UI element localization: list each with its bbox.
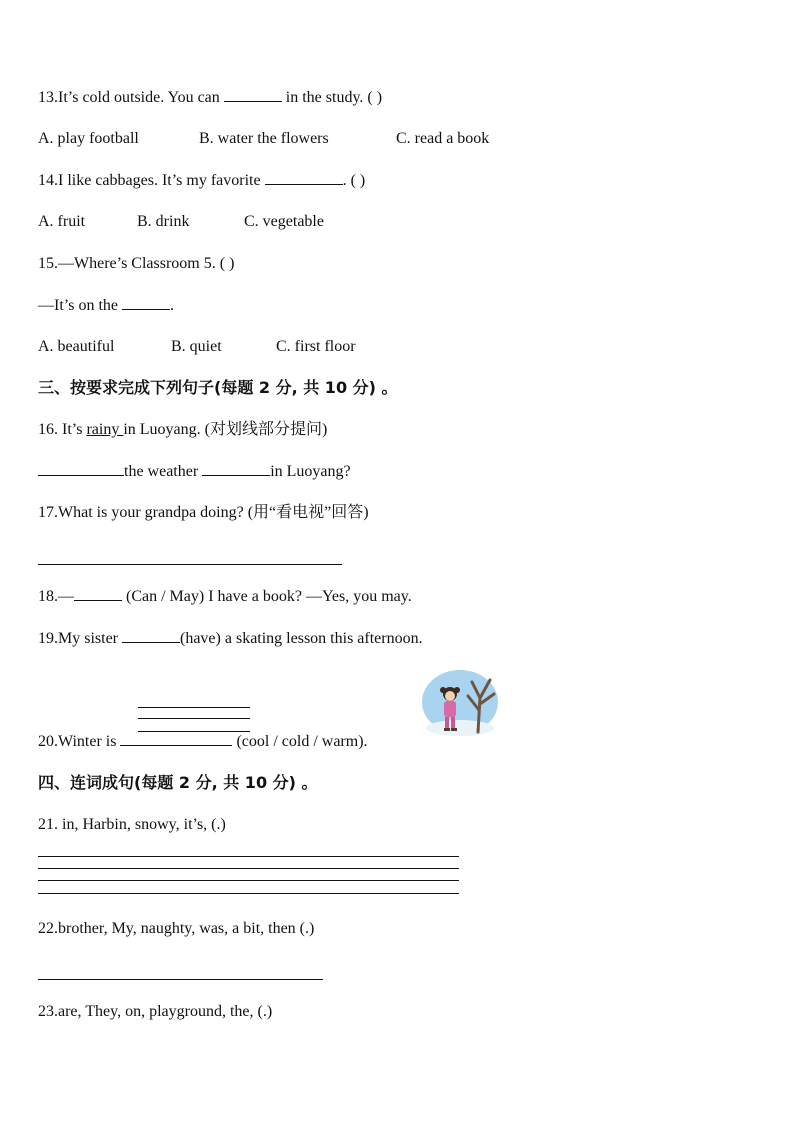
option-b: B. water the flowers: [199, 130, 329, 147]
question-16-answer-a: the weather: [124, 463, 203, 480]
answer-line[interactable]: [38, 979, 323, 980]
question-18-text-b: (Can / May) I have a book? —Yes, you may.: [122, 588, 412, 605]
answer-line[interactable]: [38, 868, 459, 869]
option-b: B. drink: [137, 213, 190, 230]
question-15-options: [38, 337, 356, 357]
question-17: 17.What is your grandpa doing? (用“看电视”回答): [38, 504, 369, 521]
question-23: 23.are, They, on, playground, the, (.): [38, 1003, 273, 1020]
question-19: [38, 628, 423, 649]
question-19-text-b: (have) a skating lesson this afternoon.: [180, 630, 423, 647]
question-13-options: [38, 129, 489, 149]
option-a: A. beautiful: [38, 338, 115, 355]
question-13-text-a: 13.It’s cold outside. You can: [38, 89, 224, 106]
answer-line[interactable]: [138, 707, 250, 708]
answer-blank[interactable]: [122, 628, 180, 643]
question-15-line-2: [38, 295, 174, 316]
question-20: [38, 731, 368, 752]
answer-line[interactable]: [138, 718, 250, 719]
question-14: [38, 170, 365, 191]
question-19-text-a: 19.My sister: [38, 630, 122, 647]
option-c: C. vegetable: [244, 213, 324, 230]
option-a: A. play football: [38, 130, 139, 147]
underlined-word: rainy: [86, 421, 124, 438]
option-a: A. fruit: [38, 213, 86, 230]
answer-line[interactable]: [38, 893, 459, 894]
answer-line[interactable]: [38, 880, 459, 881]
question-16-prefix: 16. It’s: [38, 421, 87, 438]
question-15-text-b: .: [170, 297, 174, 314]
section-4-heading: 四、连词成句(每题 2 分, 共 10 分) 。: [38, 773, 318, 792]
answer-blank[interactable]: [120, 731, 232, 746]
question-20-text-a: 20.Winter is: [38, 733, 121, 750]
answer-line[interactable]: [38, 564, 342, 565]
question-14-text-b: . ( ): [342, 172, 366, 189]
option-c: C. read a book: [396, 130, 490, 147]
girl-under-winter-tree-illustration: [420, 668, 500, 740]
answer-blank[interactable]: [202, 461, 270, 476]
question-16-suffix: in Luoyang. (对划线部分提问): [123, 421, 328, 438]
answer-line[interactable]: [38, 856, 459, 857]
question-21: 21. in, Harbin, snowy, it’s, (.): [38, 816, 226, 833]
question-16: [38, 420, 327, 440]
question-14-text-a: 14.I like cabbages. It’s my favorite: [38, 172, 265, 189]
option-c: C. first floor: [276, 338, 356, 355]
question-16-answer-b: in Luoyang?: [270, 463, 351, 480]
answer-blank[interactable]: [224, 87, 282, 102]
answer-blank[interactable]: [74, 586, 122, 601]
question-13-text-b: in the study. ( ): [281, 89, 383, 106]
answer-blank[interactable]: [38, 461, 124, 476]
question-18: [38, 586, 412, 607]
answer-blank[interactable]: [122, 295, 170, 310]
question-15-text-a: —It’s on the: [38, 297, 122, 314]
answer-blank[interactable]: [265, 170, 343, 185]
question-14-options: [38, 212, 324, 232]
question-18-text-a: 18.—: [38, 588, 74, 605]
question-15-line-1: 15.—Where’s Classroom 5. ( ): [38, 255, 235, 272]
question-13: [38, 87, 382, 108]
section-3-heading: 三、按要求完成下列句子(每题 2 分, 共 10 分) 。: [38, 378, 398, 397]
question-16-answer-line: [38, 461, 351, 482]
option-b: B. quiet: [171, 338, 222, 355]
question-20-text-b: (cool / cold / warm).: [232, 733, 368, 750]
question-22: 22.brother, My, naughty, was, a bit, then (.): [38, 920, 315, 937]
